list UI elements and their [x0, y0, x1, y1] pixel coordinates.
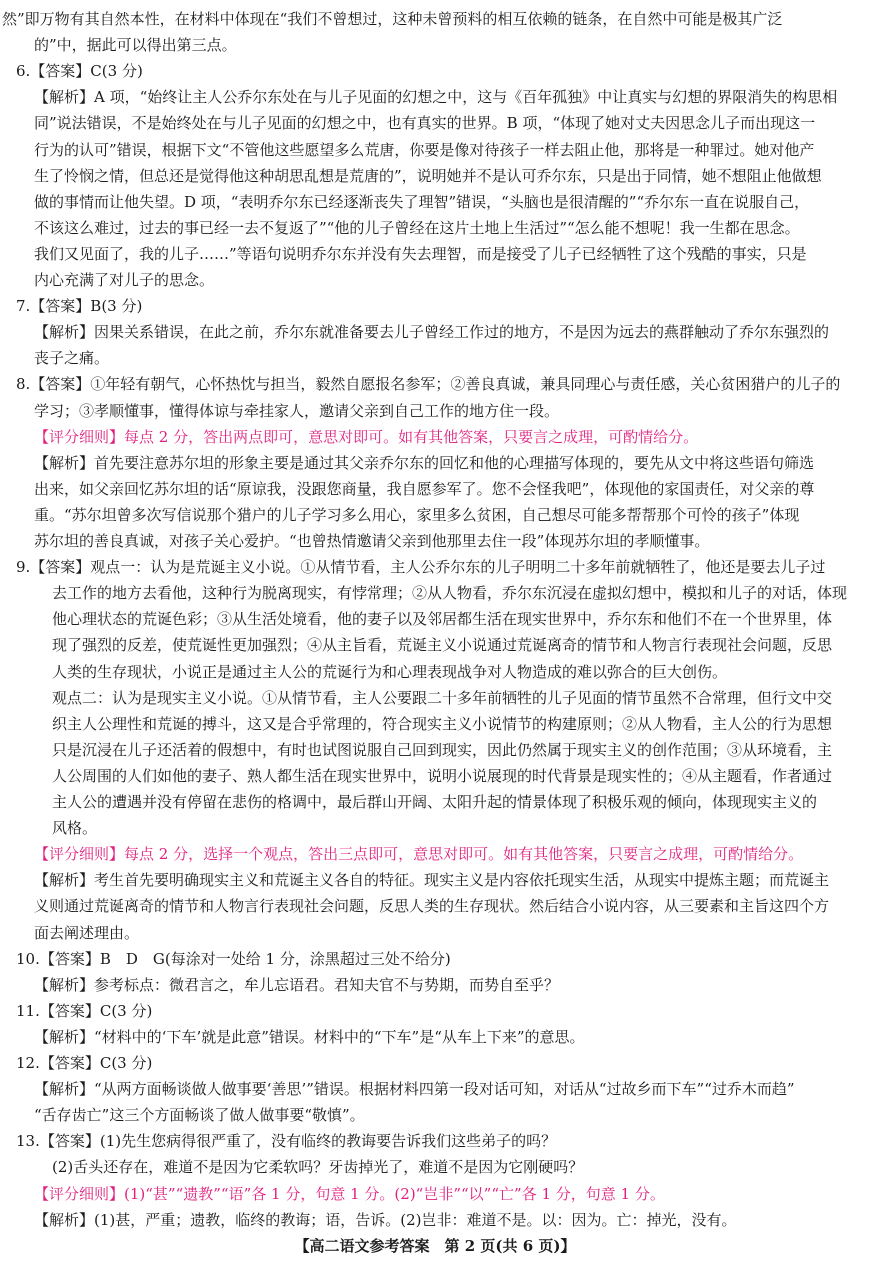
- text-line: 【解析】首先要注意苏尔坦的形象主要是通过其父亲乔尔东的回忆和他的心理描写体现的，要先从文中将这些语句筛选: [34, 453, 815, 472]
- text-line: 8.【答案】①年轻有朝气，心怀热忱与担当，毅然自愿报名参军；②善良真诚，兼具同理心与责任感，关心贫困猎户的儿子的: [16, 375, 841, 394]
- text-line: 苏尔坦的善良真诚，对孩子关心爱护。“也曾热情邀请父亲到他那里去住一段”体现苏尔坦的孝顺懂事。: [34, 532, 710, 550]
- text-line: 不该这么难过，过去的事已经一去不复返了”“他的儿子曾经在这片土地上生活过”“怎么能不想呢！我一生都在思念。: [34, 218, 800, 237]
- text-line: 出来，如父亲回忆苏尔坦的话“原谅我，没跟您商量，我自愿参军了。您不会怪我吧”，体现他的家国责任，对父亲的尊: [34, 479, 815, 498]
- text-line: 11.【答案】C(3 分): [16, 1001, 153, 1020]
- text-line: 【解析】(1)甚，严重；遗教，临终的教诲；语，告诉。(2)岂非：难道不是。以：因为。亡：掉光，没有。: [34, 1210, 737, 1229]
- text-line: 主人公的遭遇并没有停留在悲伤的格调中，最后群山开阔、太阳升起的情景体现了积极乐观的倾向，体现现实主义的: [52, 793, 818, 811]
- text-line: 【评分细则】(1)“甚”“遗教”“语”各 1 分，句意 1 分。(2)“岂非”“以”“亡”各 1 分，句意 1 分。: [34, 1184, 665, 1203]
- text-line: 【解析】“从两方面畅谈做人做事要‘善思’”错误。根据材料四第一段对话可知，对话从“过故乡而下车”“过乔木而趋”: [34, 1080, 795, 1099]
- text-line: 义则通过荒诞离奇的情节和人物言行表现社会问题，反思人类的生存现状。然后结合小说内容，从三要素和主旨这四个方: [34, 897, 830, 916]
- text-line: 【评分细则】每点 2 分，答出两点即可，意思对即可。如有其他答案，只要言之成理，可酌情给分。: [34, 427, 699, 446]
- text-line: 【解析】因果关系错误，在此之前，乔尔东就准备要去儿子曾经工作过的地方，不是因为远去的燕群触动了乔尔东强烈的: [34, 323, 830, 342]
- text-line: 织主人公理性和荒诞的搏斗，这又是合乎常理的，符合现实主义小说情节的构建原则；②从人物看，主人公的行为思想: [52, 714, 833, 733]
- text-line: 风格。: [52, 819, 98, 838]
- text-line: 观点二：认为是现实主义小说。①从情节看，主人公要跟二十多年前牺牲的儿子见面的情节虽然不合常理，但行文中交: [52, 688, 833, 707]
- text-line: 然”即万物有其自然本性，在材料中体现在“我们不曾想过，这种未曾预料的相互依赖的链条，在自然中可能是极其广泛: [2, 10, 783, 28]
- text-line: 学习；③孝顺懂事，懂得体谅与牵挂家人，邀请父亲到自己工作的地方住一段。: [34, 401, 560, 420]
- text-line: 的”中，据此可以得出第三点。: [34, 36, 237, 55]
- text-line: 6.【答案】C(3 分): [16, 62, 143, 81]
- text-line: 12.【答案】C(3 分): [16, 1054, 153, 1072]
- text-line: 13.【答案】(1)先生您病得很严重了，没有临终的教诲要告诉我们这些弟子的吗？: [16, 1132, 557, 1151]
- text-line: 9.【答案】观点一：认为是荒诞主义小说。①从情节看，主人公乔尔东的儿子明明二十多年前就牺牲了，他还是要去儿子过: [16, 558, 826, 577]
- text-line: “舌存齿亡”这三个方面畅谈了做人做事要“敬慎”。: [34, 1106, 365, 1125]
- text-line: 10.【答案】B D G(每涂对一处给 1 分，涂黑超过三处不给分): [16, 949, 451, 968]
- text-line: (2)舌头还存在，难道不是因为它柔软吗？牙齿掉光了，难道不是因为它刚硬吗？: [52, 1158, 584, 1177]
- text-line: 行为的认可”错误，根据下文“不管他这些愿望多么荒唐，你要是像对待孩子一样去阻止他，那将是一种罪过。她对他产: [34, 140, 815, 159]
- text-line: 现了强烈的反差，使荒诞性更加强烈；④从主旨看，荒诞主义小说通过荒诞离奇的情节和人物言行表现社会问题，反思: [52, 636, 833, 655]
- text-line: 人类的生存现状，小说正是通过主人公的荒诞行为和心理表现战争对人物造成的难以弥合的巨大创伤。: [52, 662, 728, 681]
- text-line: 【解析】参考标点：微君言之，牟儿忘语君。君知夫官不与势期，而势自至乎？: [34, 975, 560, 994]
- text-line: 生了怜悯之情，但总还是觉得他这种胡思乱想是荒唐的”，说明她并不是认可乔尔东，只是出于同情，她不想阻止他做想: [34, 166, 822, 185]
- text-line: 7.【答案】B(3 分): [16, 297, 143, 316]
- page-footer: 【高二语文参考答案 第 2 页(共 6 页)】: [294, 1237, 576, 1255]
- text-line: 做的事情而让他失望。D 项，“表明乔尔东已经逐渐丧失了理智”错误，“头脑也是很清醒的”“乔尔东一直在说服自己，: [34, 192, 810, 211]
- text-line: 去工作的地方去看他，这种行为脱离现实，有悖常理；②从人物看，乔尔东沉浸在虚拟幻想中，模拟和儿子的对话，体现: [52, 584, 848, 603]
- text-line: 同”说法错误，不是始终处在与儿子见面的幻想之中，也有真实的世界。B 项，“体现了她对丈夫因思念儿子而出现这一: [34, 114, 816, 133]
- text-line: 只是沉浸在儿子还活着的假想中，有时也试图说服自己回到现实，因此仍然属于现实主义的创作范围；③从环境看，主: [52, 740, 833, 759]
- text-line: 【解析】“材料中的‘下车’就是此意”错误。材料中的“下车”是“从车上下来”的意思。: [34, 1027, 585, 1046]
- text-line: 内心充满了对儿子的思念。: [34, 271, 215, 289]
- text-line: 重。“苏尔坦曾多次写信说那个猎户的儿子学习多么用心，家里多么贫困，自己想尽可能多帮帮那个可怜的孩子”体现: [34, 505, 800, 524]
- text-line: 【解析】A 项，“始终让主人公乔尔东处在与儿子见面的幻想之中，这与《百年孤独》中让真实与幻想的界限消失的构思相: [34, 88, 838, 107]
- text-line: 人公周围的人们如他的妻子、熟人都生活在现实世界中，说明小说展现的时代背景是现实性的；④从主题看，作者通过: [52, 766, 833, 785]
- text-line: 面去阐述理由。: [34, 923, 140, 942]
- text-line: 丧子之痛。: [34, 349, 110, 368]
- text-line: 【解析】考生首先要明确现实主义和荒诞主义各自的特征。现实主义是内容依托现实生活，从现实中提炼主题；而荒诞主: [34, 871, 830, 890]
- text-line: 我们又见面了，我的儿子……”等语句说明乔尔东并没有失去理智，而是接受了儿子已经牺牲了这个残酷的事实，只是: [34, 244, 807, 263]
- text-line: 【评分细则】每点 2 分，选择一个观点，答出三点即可，意思对即可。如有其他答案，只要言之成理，可酌情给分。: [34, 845, 804, 864]
- text-line: 他心理状态的荒诞色彩；③从生活处境看，他的妻子以及邻居都生活在现实世界中，乔尔东和他们不在一个世界里，体: [52, 610, 833, 629]
